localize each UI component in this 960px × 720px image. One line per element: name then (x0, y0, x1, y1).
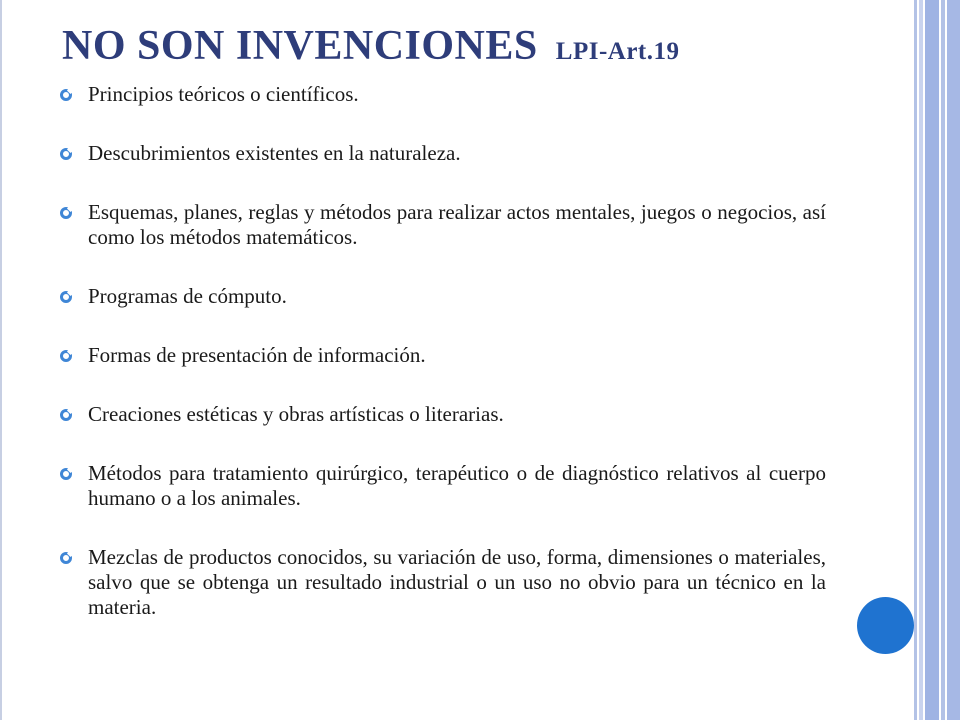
bullet-ring-icon (60, 207, 72, 219)
bullet-item (60, 461, 826, 511)
bullet-item (60, 200, 826, 250)
stripe (941, 0, 945, 720)
slide-title (62, 22, 882, 70)
bullet-text: Formas de presentación de información. (88, 343, 426, 367)
slide-left-border (0, 0, 2, 720)
decorative-circle (857, 597, 914, 654)
bullet-text: Principios teóricos o científicos. (88, 82, 359, 106)
bullet-item (60, 82, 826, 107)
stripe (947, 0, 960, 720)
bullet-ring-icon (60, 552, 72, 564)
bullet-ring-icon (60, 468, 72, 480)
bullet-text: Descubrimientos existentes en la naturaleza. (88, 141, 461, 165)
stripe (925, 0, 939, 720)
bullet-ring-icon (60, 148, 72, 160)
bullet-text: Métodos para tratamiento quirúrgico, terapéutico o de diagnóstico relativos al cuerpo humano o a los animales. (88, 461, 826, 510)
bullet-item (60, 284, 826, 309)
decorative-stripes (914, 0, 960, 720)
bullet-text: Creaciones estéticas y obras artísticas o literarias. (88, 402, 504, 426)
bullet-item (60, 402, 826, 427)
bullet-ring-icon (60, 350, 72, 362)
bullet-text: Esquemas, planes, reglas y métodos para realizar actos mentales, juegos o negocios, así como los métodos matemáticos. (88, 200, 826, 249)
bullet-ring-icon (60, 89, 72, 101)
stripe (919, 0, 923, 720)
stripe (914, 0, 917, 720)
bullet-list (60, 82, 826, 620)
bullet-ring-icon (60, 291, 72, 303)
bullet-text: Mezclas de productos conocidos, su variación de uso, forma, dimensiones o materiales, salvo que se obtenga un resultado industrial o un uso no obvio para un técnico en la materia. (88, 545, 826, 619)
slide-title-main: NO SON INVENCIONES (62, 23, 538, 69)
bullet-ring-icon (60, 409, 72, 421)
bullet-item (60, 545, 826, 620)
bullet-item (60, 141, 826, 166)
bullet-text: Programas de cómputo. (88, 284, 287, 308)
slide-title-reference: LPI-Art.19 (555, 38, 680, 65)
bullet-item (60, 343, 826, 368)
